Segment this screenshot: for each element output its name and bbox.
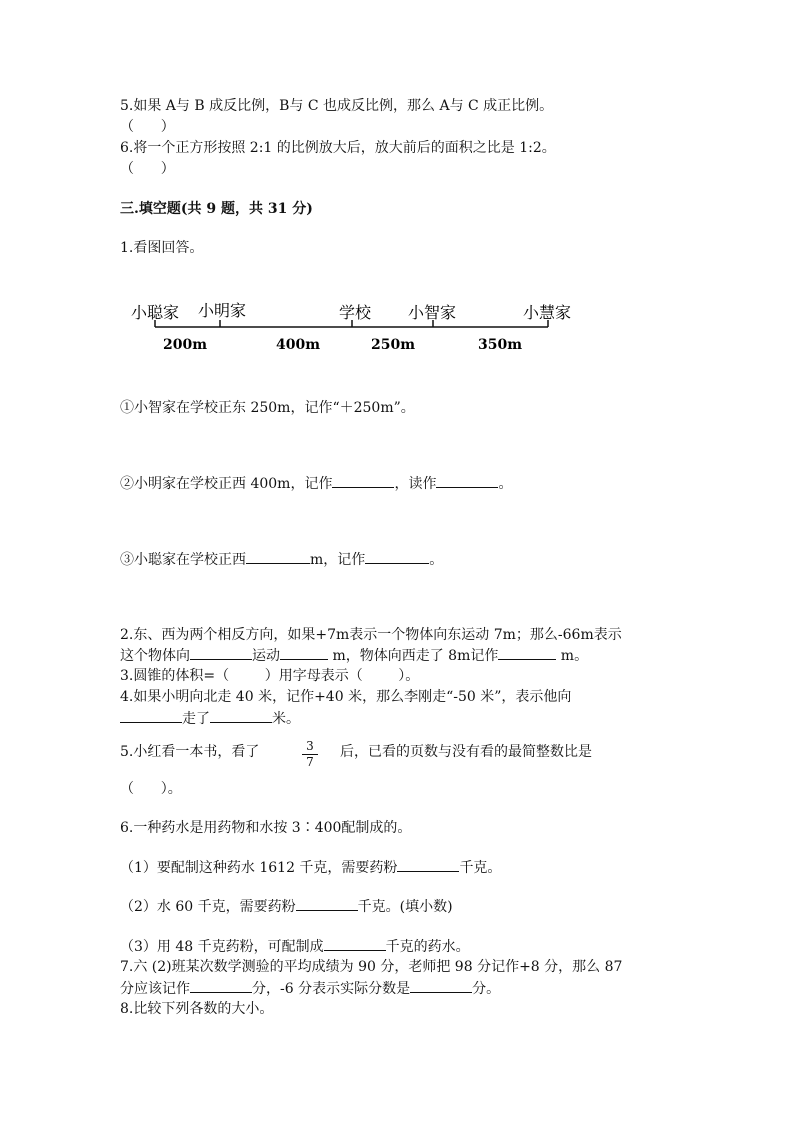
place-label-xiaozhi: 小智家 — [407, 303, 457, 322]
fill-q1-a: ①小智家在学校正东 250m，记作“＋250m”。 — [120, 400, 415, 416]
fill-q6-3: （3）用 48 千克药粉，可配制成 千克的药水。 — [120, 936, 470, 957]
answer-blank[interactable] — [120, 708, 182, 723]
answer-blank[interactable] — [190, 645, 252, 660]
judge-q6: 6.将一个正方形按照 2:1 的比例放大后，放大前后的面积之比是 1:2。 — [120, 140, 556, 156]
place-label-xiaoming: 小明家 — [197, 301, 247, 320]
answer-blank[interactable] — [324, 936, 386, 951]
fill-q1-b: ②小明家在学校正西 400m，记作 ，读作 。 — [120, 473, 512, 494]
fill-q2-line1: 2.东、西为两个相反方向，如果+7m表示一个物体向东运动 7m；那么-66m表示 — [120, 627, 622, 643]
answer-blank[interactable] — [190, 978, 252, 993]
answer-blank[interactable] — [246, 549, 310, 564]
fraction-denominator: 7 — [306, 755, 314, 769]
place-label-school: 学校 — [338, 303, 372, 322]
fill-q6-1: （1）要配制这种药水 1612 千克，需要药粉 千克。 — [120, 857, 501, 878]
fill-q4-line2: 走了 米。 — [120, 708, 300, 729]
distance-label-3: 250m — [370, 337, 416, 353]
answer-blank[interactable] — [210, 708, 272, 723]
judge-q5: 5.如果 A与 B 成反比例，B与 C 也成反比例，那么 A与 C 成正比例。 — [120, 98, 554, 114]
fill-q7-line1: 7.六 (2)班某次数学测验的平均成绩为 90 分，老师把 98 分记作+8 分，那么 87 — [120, 959, 623, 975]
distance-label-1: 200m — [162, 337, 208, 353]
place-label-xiaocong: 小聪家 — [130, 303, 180, 322]
answer-blank[interactable] — [436, 473, 498, 488]
fill-q3: 3.圆锥的体积=（ ）用字母表示（ ）。 — [120, 668, 420, 684]
distance-label-4: 350m — [477, 337, 523, 353]
fill-q2-line2: 这个物体向 运动 m，物体向西走了 8m记作 m。 — [120, 645, 588, 666]
fill-q8: 8.比较下列各数的大小。 — [120, 1001, 274, 1017]
fill-q5-answer-paren: （ ）。 — [120, 781, 182, 797]
fill-q5-post: 后，已看的页数与没有看的最简整数比是 — [340, 744, 592, 760]
fraction-numerator: 3 — [306, 739, 314, 753]
answer-blank[interactable] — [280, 645, 328, 660]
answer-blank[interactable] — [498, 645, 556, 660]
fill-q6-title: 6.一种药水是用药物和水按 3∶400配制成的。 — [120, 820, 412, 836]
judge-q6-answer-paren: （ ） — [120, 161, 175, 177]
answer-blank[interactable] — [397, 857, 459, 872]
fill-q1-c: ③小聪家在学校正西 m，记作 。 — [120, 549, 443, 570]
place-label-xiaohui: 小慧家 — [522, 303, 572, 322]
fill-q6-2: （2）水 60 千克，需要药粉 千克。(填小数) — [120, 896, 453, 917]
answer-blank[interactable] — [332, 473, 394, 488]
answer-blank[interactable] — [365, 549, 429, 564]
answer-blank[interactable] — [296, 896, 358, 911]
fraction-three-sevenths — [300, 740, 320, 769]
number-line-diagram — [0, 292, 794, 362]
distance-label-2: 400m — [275, 337, 321, 353]
answer-blank[interactable] — [410, 978, 472, 993]
section-title: 三.填空题(共 9 题，共 31 分) — [120, 201, 313, 217]
fill-q5-pre: 5.小红看一本书，看了 — [120, 744, 260, 760]
fill-q7-line2: 分应该记作 分，-6 分表示实际分数是 分。 — [120, 978, 500, 999]
judge-q5-answer-paren: （ ） — [120, 119, 175, 135]
fill-q4-line1: 4.如果小明向北走 40 米，记作+40 米，那么李刚走“-50 米”，表示他向 — [120, 689, 572, 705]
fill-q1-title: 1.看图回答。 — [120, 240, 204, 256]
